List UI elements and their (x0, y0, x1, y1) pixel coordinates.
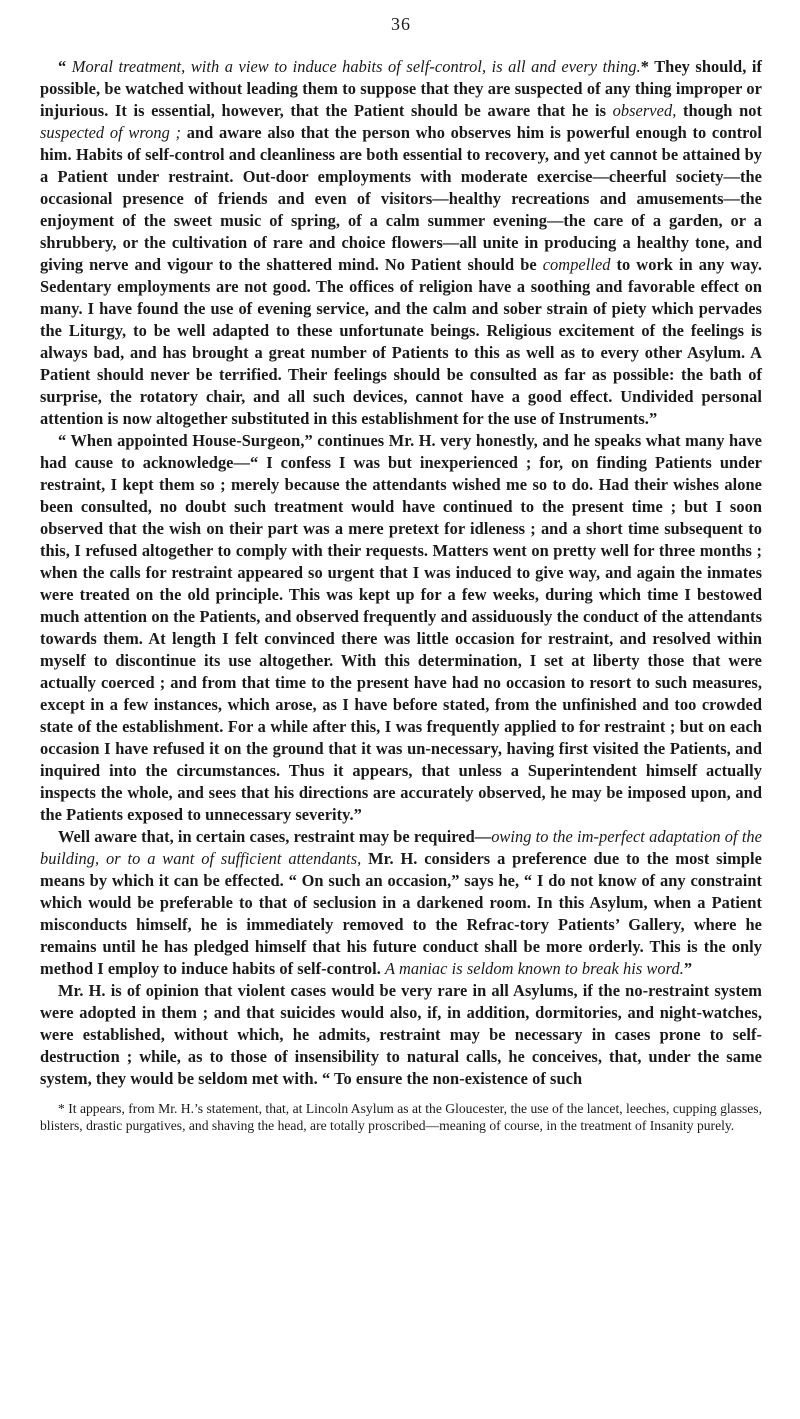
page-number: 36 (391, 14, 411, 34)
italic-text-run: compelled (542, 255, 611, 274)
text-run: Well aware that, in certain cases, restraint may be required— (58, 827, 492, 846)
paragraph-moral-treatment (40, 56, 762, 430)
body-text (40, 56, 762, 1090)
italic-text-run: observed, (612, 101, 677, 120)
text-run: though not (676, 101, 762, 120)
text-run: ” (683, 959, 693, 978)
text-run: Mr. H. is of opinion that violent cases would be very rare in all Asylums, if the no-restraint system were adopted in them ; and that suicides would also, if, in addition, dormitories, and night-watches, were established, without which, he admits, restraint may be necessary in cases prone to self-destruction ; while, as to those of insensibility to natural calls, he conceives, that, under the same system, they would be seldom met with. “ To ensure the non-existence of such (40, 981, 762, 1088)
paragraph-no-restraint-opinion (40, 980, 762, 1090)
text-run: * They should, if possible, be watched without leading them to suppose that they are suspected of any thing improper or injurious. It is essential, however, that the Patient should be aware that he is (40, 57, 762, 120)
italic-text-run: suspected of wrong ; (40, 123, 182, 142)
text-run: and aware also that the person who observes him is powerful enough to control him. Habits of self-control and cleanliness are both essential to recovery, and yet cannot be attained by a Patient under restraint. Out-door employments with moderate exercise—cheerful society—the occasional presence of friends and even of visitors—healthy recreations and amusements—the enjoyment of the sweet music of spring, of a calm summer evening—the care of a garden, or a shrubbery, or the cultivation of rare and choice flowers—all unite in producing a healthy tone, and giving nerve and vigour to the shattered mind. No Patient should be (40, 123, 763, 274)
text-run: “ (58, 57, 72, 76)
italic-text-run: Moral treatment, with a view to induce habits of self-control, is all and every thing. (71, 57, 641, 76)
text-run: “ When appointed House-Surgeon,” continues Mr. H. very honestly, and he speaks what many have had cause to acknowledge—“ I confess I was but inexperienced ; for, on finding Patients under restraint, I kept them so ; merely because the attendants wished me so to do. Had their wishes alone been consulted, no doubt such treatment would have continued to the present time ; but I soon observed that the wish on their part was a mere pretext for idleness ; and a short time subsequent to this, I refused altogether to comply with their requests. Matters went on pretty well for three months ; when the calls for restraint appeared so urgent that I was induced to give way, and again the inmates were treated on the old principle. This was kept up for a few weeks, during which time I bestowed much attention on the Patients, and observed frequently and assiduously the conduct of the attendants towards them. At length I felt convinced there was little occasion for restraint, and resolved within myself to discontinue its use altogether. With this determination, I set at liberty those that were actually coerced ; and from that time to the present have had no occasion to resort to such measures, except in a few instances, which arose, as I have before stated, from the unfinished and too crowded state of the establishment. For a while after this, I was frequently applied to for restraint ; but on each occasion I have refused it on the ground that it was un-necessary, having first visited the Patients, and inquired into the circumstances. Thus it appears, that unless a Superintendent himself actually inspects the whole, and sees that his directions are accurately observed, he may be imposed upon, and the Patients exposed to unnecessary severity.” (40, 431, 762, 824)
paragraph-seclusion (40, 826, 762, 980)
italic-text-run: owing to the im-perfect adaptation of the building, or to a want of sufficient attendants, (40, 827, 762, 868)
text-run: Mr. H. considers a preference due to the most simple means by which it can be effected. “ On such an occasion,” says he, “ I do not know of any constraint which would be preferable to that of seclusion in a darkened room. In this Asylum, when a Patient misconducts himself, he is immediately removed to the Refrac-tory Patients’ Gallery, where he remains until he has pledged himself that his future conduct shall be more orderly. This is the only method I employ to induce habits of self-control. (40, 849, 762, 978)
footnote: * It appears, from Mr. H.’s statement, that, at Lincoln Asylum as at the Gloucester, the use of the lancet, leeches, cupping glasses, blisters, drastic purgatives, and shaving the head, are totally proscribed—meaning of course, in the treatment of Insanity purely. (40, 1101, 762, 1133)
italic-text-run: A maniac is seldom known to break his word. (385, 959, 684, 978)
paragraph-house-surgeon (40, 430, 762, 826)
text-run: to work in any way. Sedentary employments are not good. The offices of religion have a soothing and favorable effect on many. I have found the use of evening service, and the calm and sober strain of piety which pervades the Liturgy, to be well adapted to these unfortunate beings. Religious excitement of the feelings is always bad, and has brought a great number of Patients to this as well as to every other Asylum. A Patient should never be terrified. Their feelings should be consulted as far as possible: the bath of surprise, the rotatory chair, and all such devices, cannot have a good effect. Undivided personal attention is now altogether substituted in this establishment for the use of Instruments.” (40, 255, 762, 428)
